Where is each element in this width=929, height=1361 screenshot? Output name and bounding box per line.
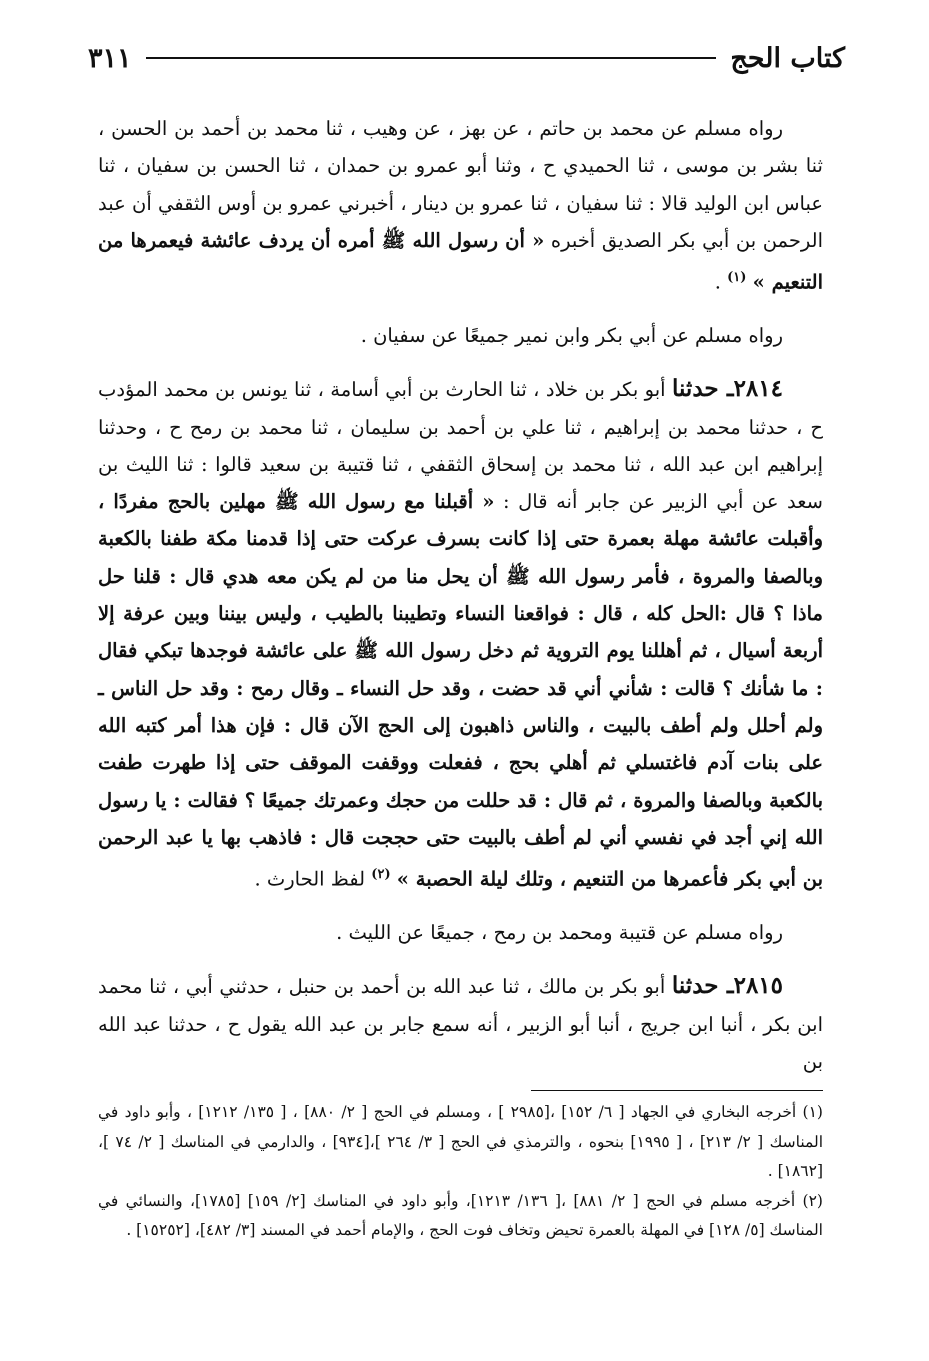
hadith-keyword: ـ حدثنا	[671, 375, 734, 403]
hadith-2815	[98, 967, 823, 1080]
page-header	[88, 38, 845, 78]
book-title: كتاب الحج	[730, 42, 845, 74]
paragraph-2	[98, 317, 823, 354]
lafz-note: لفظ الحارث .	[254, 867, 366, 891]
footnote-2: (٢) أخرجه مسلم في الحج [ ٢/ ٨٨١] ،[ ١٣٦/ ١٢١٣]، وأبو داود في المناسك [٢/ ١٥٩] [١٧٨٥]، والنسائي في المناسك [٥/ ١٢٨] في المهلة بالعمرة تحيض وتخاف فوت الحج ، والإمام أحمد في المسند [٣/ ٤٨٢]، [١٥٢٥٢] .	[98, 1191, 823, 1239]
paragraph-1	[98, 110, 823, 301]
page-number: ٣١١	[88, 42, 132, 74]
hadith-number: ٢٨١٥	[733, 972, 784, 1000]
hadith-2814	[98, 370, 823, 898]
isnad-text: أبو بكر بن خلاد ، ثنا الحارث بن أبي أسامة ، ثنا يونس بن محمد المؤدب ح ، حدثنا محمد بن إبراهيم ، ثنا علي بن أحمد بن سليمان ، ثنا محمد بن رمح ح ، وحدثنا إبراهيم ابن عبد الله ، ثنا محمد بن إسحاق الثقفي ، ثنا قتيبة بن سعيد قالوا : ثنا الليث بن سعد عن أبي الزبير عن جابر أنه قال :	[98, 378, 823, 514]
riwaya-text: رواه مسلم عن أبي بكر وابن نمير جميعًا عن سفيان .	[360, 323, 783, 347]
hadith-keyword: ـ حدثنا	[671, 972, 734, 1000]
hadith-number: ٢٨١٤	[733, 375, 783, 403]
matn-text: « أن رسول الله ﷺ أمره أن يردف عائشة فيعمرها من التنعيم »	[98, 228, 823, 294]
riwaya-text: رواه مسلم عن قتيبة ومحمد بن رمح ، جميعًا عن الليث .	[336, 920, 783, 944]
paragraph-4	[98, 914, 823, 951]
footnote-separator	[531, 1090, 823, 1091]
footnote-marker-2: (٢)	[371, 867, 391, 883]
matn-text: « أقبلنا مع رسول الله ﷺ مهلين بالحج مفردًا ، وأقبلت عائشة مهلة بعمرة حتى إذا كانت بسرف عركت حتى إذا قدمنا مكة طفنا بالكعبة وبالصفا والمروة ، فأمر رسول الله ﷺ أن يحل منا من لم يكن معه هدي قال : قلنا حل ماذا ؟ قال :الحل كله ، قال : فواقعنا النساء وتطيبنا بالطيب ، وليس بيننا وبين عرفة إلا أربعة أسيال ، ثم أهللنا يوم التروية ثم دخل رسول الله ﷺ على عائشة فوجدها تبكي فقال : ما شأنك ؟ قالت : شأني أني قد حضت ، وقد حل النساء ـ وقال رمح : وقد حل الناس ـ ولم أحلل ولم أطف بالبيت ، والناس ذاهبون إلى الحج الآن قال : فإن هذا أمر كتبه الله على بنات آدم فاغتسلي ثم أهلي بحج ، ففعلت ووقفت الموقف حتى إذا طهرت طفت بالكعبة وبالصفا والمروة ، ثم قال : قد حللت من حجك وعمرتك جميعًا ؟ فقالت : يا رسول الله إني أجد في نفسي أني لم أطف بالبيت حتى حججت قال : فاذهب بها يا عبد الرحمن بن أبي بكر فأعمرها من التنعيم ، وتلك ليلة الحصبة »	[98, 490, 823, 891]
footnotes	[98, 1098, 823, 1246]
header-rule	[146, 57, 717, 59]
sentence-end: .	[714, 270, 721, 294]
isnad-text: رواه مسلم عن محمد بن حاتم ، عن بهز ، عن وهيب ، ثنا محمد بن أحمد بن الحسن ، ثنا بشر بن موسى ، ثنا الحميدي ح ، وثنا أبو عمرو بن حمدان ، ثنا الحسن بن سفيان ، ثنا عباس ابن الوليد قالا : ثنا سفيان ، ثنا عمرو بن دينار ، أخبرني عمرو بن أوس الثقفي أن عبد الرحمن بن أبي بكر الصديق أخبره	[98, 117, 824, 252]
isnad-text: أبو بكر بن مالك ، ثنا عبد الله بن أحمد بن حنبل ، حدثني أبي ، ثنا محمد ابن بكر ، أنبا ابن جريج ، أنبا أبو الزبير ، أنه سمع جابر بن عبد الله يقول ح ، حدثنا عبد الله بن	[98, 975, 823, 1073]
footnote-1: (١) أخرجه البخاري في الجهاد [ ٦/ ١٥٢] ،[٢٩٨٥ ] ، ومسلم في الحج [ ٢/ ٨٨٠] ، [ ١٣٥/ ١٢١٢] ، وأبو داود في المناسك [ ٢/ ٢١٣] ، [ ١٩٩٥] بنحوه ، والترمذي في الحج [ ٣/ ٢٦٤ ]،[٩٣٤] ، والدارمي في المناسك [ ٢/ ٧٤ ]، [١٨٦٢] .	[98, 1103, 824, 1180]
footnote-marker-1: (١)	[727, 270, 747, 286]
main-text	[98, 110, 823, 1080]
